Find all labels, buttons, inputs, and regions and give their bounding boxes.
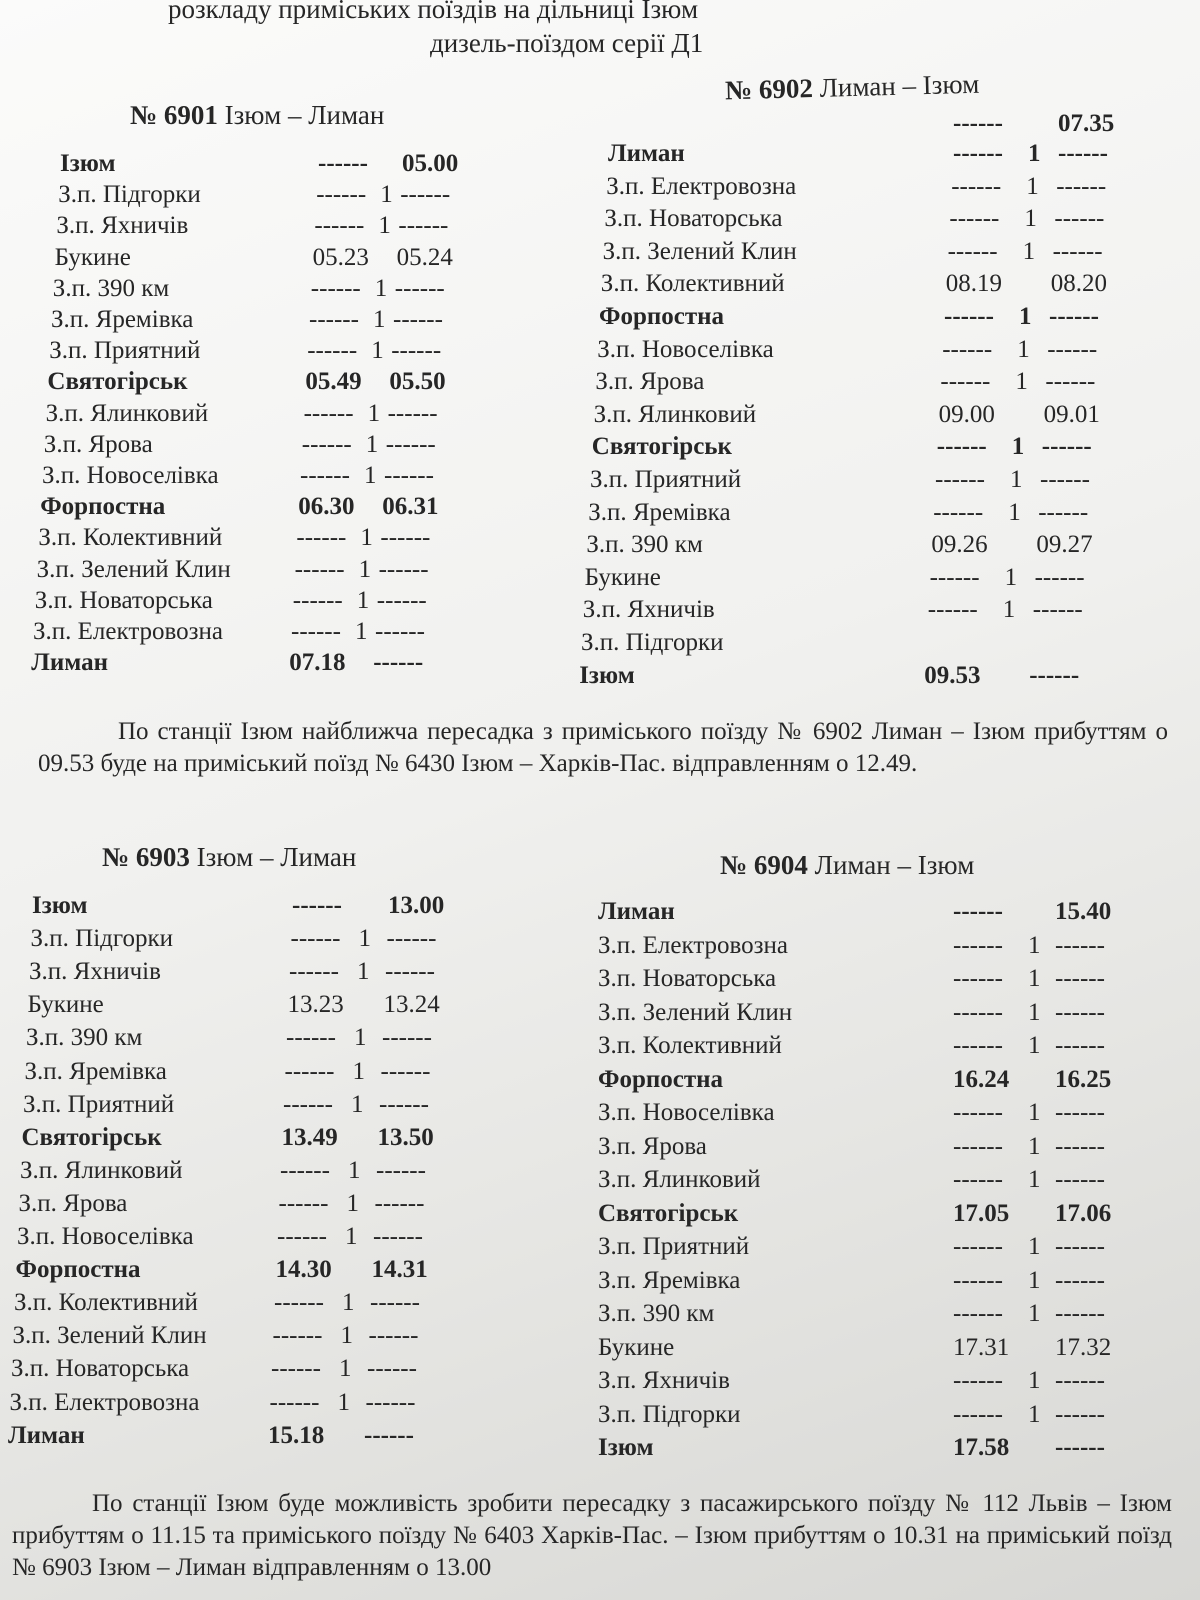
time-cell: 17.31 [953, 1333, 1010, 1361]
time-cell: ------ [314, 212, 365, 240]
time-cell: 05.49 [305, 368, 362, 396]
station-name: Букине [584, 563, 661, 591]
station-name: З.п. Ялинковий [593, 400, 757, 428]
time-cell: 07.18 [289, 649, 346, 677]
station-name: З.п. Новаторська [11, 1355, 190, 1383]
stop-duration: 1 [360, 524, 373, 552]
time-cell: ------ [374, 1189, 425, 1217]
time-cell: ------ [303, 399, 354, 427]
station-name: З.п. Підгорки [30, 925, 174, 953]
stop-duration: 1 [354, 1024, 367, 1052]
stop-duration: 1 [358, 925, 371, 953]
train-route: Лиман – Ізюм [819, 68, 980, 103]
time-cell: ------ [307, 337, 358, 365]
header-line-2: дизель-поїздом серії Д1 [430, 28, 704, 58]
stop-duration: 1 [355, 618, 368, 645]
time-cell: ------ [290, 925, 341, 953]
station-name: Букине [598, 1333, 675, 1361]
train-route: Ізюм – Лиман [224, 100, 385, 130]
station-name: З.п. Ярова [595, 368, 705, 396]
stop-duration: 1 [346, 1189, 359, 1217]
station-name: З.п. Приятний [23, 1090, 175, 1118]
station-name: Лиман [608, 140, 685, 167]
stop-duration: 1 [1028, 965, 1041, 992]
time-cell: ------ [309, 306, 359, 333]
note-text: По станції Ізюм буде можливість зробити пересадку з пасажирського поїзду № 112 Львів – Ізюм прибуттям о 11.15 та приміського поїзду № 6403 Харків-Пас. – Ізюм прибуттям о 10.31 на приміський поїзд № 6903 Ізюм – Лиман відправленням о 13.00 [12, 1490, 1172, 1581]
stop-duration: 1 [357, 958, 370, 986]
train-route: Ізюм – Лиман [196, 842, 357, 872]
station-name: З.п. 390 км [26, 1024, 143, 1052]
time-cell: ------ [1045, 368, 1096, 396]
train-6904-title [720, 850, 974, 881]
station-name: Ізюм [60, 150, 116, 177]
time-cell: ------ [953, 1132, 1003, 1160]
station-name: З.п. Приятний [49, 337, 201, 365]
time-cell: 09.01 [1043, 400, 1100, 428]
time-cell: ------ [951, 172, 1002, 200]
station-name: З.п. Колективний [14, 1289, 198, 1317]
station-name: З.п. 390 км [586, 531, 703, 559]
station-name: З.п. 390 км [52, 274, 170, 302]
station-name: Форпостна [15, 1256, 141, 1284]
time-cell: ------ [283, 1090, 333, 1118]
stop-duration: 1 [378, 212, 391, 240]
stop-duration: 1 [345, 1223, 358, 1250]
station-name: З.п. Яремівка [51, 306, 194, 333]
time-cell: 05.24 [396, 243, 453, 271]
station-name: З.п. Новоселівка [597, 335, 774, 363]
time-cell: ------ [400, 181, 451, 209]
station-name: З.п. Ялинковий [20, 1156, 183, 1184]
stop-duration: 1 [1028, 1032, 1041, 1059]
time-cell: ------ [953, 898, 1003, 925]
time-cell: ------ [1054, 205, 1105, 233]
time-cell: ------ [1055, 965, 1105, 992]
time-cell: ------ [1055, 1032, 1105, 1059]
stop-duration: 1 [358, 555, 372, 583]
time-cell: ------ [269, 1388, 320, 1416]
station-name: З.п. Ялинковий [598, 1166, 761, 1193]
time-cell: 08.19 [945, 270, 1003, 298]
time-cell: ------ [953, 1400, 1003, 1428]
time-cell: ------ [387, 399, 438, 427]
transfer-note-1 [38, 716, 1168, 780]
station-name: З.п. Яхничів [598, 1367, 730, 1394]
train-number: № 6901 [130, 100, 218, 130]
train-number: № 6903 [102, 842, 190, 872]
stop-duration: 1 [374, 274, 388, 302]
station-name: З.п. Електровозна [598, 931, 789, 959]
time-cell: ------ [292, 892, 342, 919]
time-cell: ------ [1055, 998, 1105, 1026]
time-cell: ------ [1055, 1233, 1105, 1260]
time-cell: ------ [376, 586, 427, 614]
station-name: З.п. Новаторська [604, 205, 783, 233]
time-cell: 05.50 [389, 368, 446, 396]
time-cell: ------ [367, 1355, 417, 1383]
time-cell: 16.24 [953, 1065, 1010, 1093]
time-cell: ------ [1055, 1300, 1105, 1327]
transfer-note-2 [12, 1488, 1172, 1584]
stop-duration: 1 [1022, 237, 1036, 265]
time-cell: ------ [1052, 237, 1103, 265]
time-cell: ------ [933, 498, 984, 526]
time-cell: 06.31 [382, 493, 439, 521]
time-cell: ------ [1055, 1132, 1105, 1160]
stop-duration: 1 [364, 462, 377, 489]
time-cell: 15.40 [1055, 898, 1112, 925]
time-cell: ------ [1058, 140, 1108, 167]
time-cell: 13.24 [383, 991, 440, 1019]
stop-duration: 1 [373, 306, 386, 333]
time-cell: 09.53 [924, 661, 981, 689]
station-name: З.п. Новоселівка [598, 1099, 775, 1126]
time-cell: ------ [1055, 1099, 1105, 1126]
time-cell: ------ [380, 524, 431, 552]
station-name: Святогірськ [21, 1123, 162, 1151]
time-cell: ------ [953, 1300, 1003, 1327]
time-cell: ------ [953, 1166, 1003, 1193]
stop-duration: 1 [337, 1388, 350, 1416]
time-cell: ------ [394, 274, 445, 302]
station-name: Ізюм [598, 1434, 654, 1461]
time-cell: ------ [294, 555, 345, 583]
stop-duration: 1 [342, 1289, 355, 1317]
stop-duration: 1 [380, 181, 393, 209]
station-name: З.п. Колективний [38, 524, 223, 552]
stop-duration: 1 [1002, 596, 1016, 624]
time-cell: ------ [379, 1090, 429, 1118]
stop-duration: 1 [1004, 563, 1018, 591]
station-name: З.п. Ярова [43, 430, 153, 458]
time-cell: ------ [953, 1032, 1003, 1059]
time-cell: ------ [291, 618, 341, 645]
time-cell: ------ [953, 931, 1003, 959]
time-cell: ------ [940, 368, 991, 396]
time-cell: ------ [370, 1289, 420, 1317]
station-name: З.п. Новоселівка [42, 462, 219, 489]
time-cell: ------ [289, 958, 339, 986]
time-cell: ------ [927, 596, 978, 624]
time-cell: ------ [292, 586, 343, 614]
time-cell: ------ [318, 150, 368, 177]
time-cell: ------ [386, 925, 437, 953]
station-name: З.п. 390 км [598, 1300, 715, 1327]
time-cell: 07.35 [1058, 110, 1115, 137]
time-cell: ------ [271, 1355, 321, 1383]
stop-duration: 1 [1015, 368, 1028, 396]
station-name: З.п. Яхничів [582, 596, 715, 624]
time-cell: ------ [1041, 433, 1092, 461]
stop-duration: 1 [1010, 466, 1023, 493]
stop-duration: 1 [1028, 1233, 1041, 1260]
time-cell: ------ [949, 205, 1000, 233]
stop-duration: 1 [1028, 998, 1041, 1026]
train-route: Лиман – Ізюм [814, 850, 975, 880]
station-name: Ізюм [579, 661, 635, 689]
time-cell: ------ [1034, 563, 1085, 591]
time-cell: 16.25 [1055, 1065, 1112, 1093]
time-cell: ------ [398, 212, 449, 240]
time-cell: ------ [953, 110, 1003, 137]
time-cell: ------ [286, 1024, 336, 1052]
time-cell: 17.06 [1055, 1199, 1112, 1227]
stop-duration: 1 [1028, 1266, 1041, 1294]
train-6902-title [725, 69, 980, 107]
station-name: З.п. Підгорки [58, 181, 201, 209]
stop-duration: 1 [1017, 335, 1030, 363]
station-name: Святогірськ [598, 1199, 739, 1227]
time-cell: ------ [1047, 335, 1098, 363]
time-cell: 17.32 [1055, 1333, 1112, 1361]
station-name: З.п. Яремівка [598, 1266, 741, 1294]
time-cell: ------ [316, 181, 367, 209]
train-number: № 6902 [724, 73, 814, 106]
time-cell: 13.00 [388, 892, 445, 919]
time-cell: ------ [300, 462, 350, 489]
time-cell: 14.31 [371, 1256, 428, 1284]
time-cell: ------ [373, 649, 424, 677]
time-cell: ------ [944, 303, 994, 330]
time-cell: ------ [1055, 1266, 1105, 1294]
station-name: Форпостна [598, 1065, 724, 1093]
station-name: З.п. Яремівка [588, 498, 731, 526]
station-name: З.п. Новаторська [598, 965, 777, 992]
station-name: З.п. Яхничів [56, 212, 189, 240]
time-cell: ------ [380, 1057, 431, 1085]
time-cell: ------ [953, 1233, 1003, 1260]
station-name: З.п. Яхничів [29, 958, 161, 986]
stop-duration: 1 [1028, 1367, 1041, 1394]
time-cell: ------ [393, 306, 443, 333]
stop-duration: 1 [352, 1057, 365, 1085]
stop-duration: 1 [1024, 205, 1037, 233]
stop-duration: 1 [367, 399, 381, 427]
time-cell: ------ [1038, 498, 1089, 526]
station-name: Форпостна [599, 303, 725, 330]
station-name: З.п. Приятний [590, 466, 742, 493]
time-cell: ------ [953, 965, 1003, 992]
stop-duration: 1 [1026, 172, 1039, 200]
time-cell: 17.58 [953, 1434, 1010, 1461]
station-name: З.п. Електровозна [9, 1388, 200, 1416]
time-cell: 13.50 [377, 1123, 434, 1151]
train-6901-title [130, 100, 384, 131]
time-cell: ------ [1040, 466, 1090, 493]
station-name: З.п. Яремівка [24, 1057, 167, 1085]
time-cell: ------ [953, 140, 1003, 167]
time-cell: ------ [391, 337, 442, 365]
stop-duration: 1 [356, 586, 370, 614]
station-name: З.п. Ярова [598, 1132, 707, 1160]
time-cell: ------ [301, 430, 352, 458]
time-cell: ------ [385, 430, 436, 458]
station-name: Форпостна [40, 493, 166, 521]
time-cell: ------ [310, 274, 361, 302]
time-cell: ------ [1055, 1434, 1105, 1461]
time-cell: 06.30 [298, 493, 355, 521]
time-cell: ------ [936, 433, 987, 461]
stop-duration: 1 [1028, 140, 1041, 167]
train-number: № 6904 [720, 850, 808, 880]
time-cell: ------ [942, 335, 993, 363]
time-cell: ------ [953, 1099, 1003, 1126]
time-cell: ------ [376, 1156, 426, 1184]
stop-duration: 1 [339, 1355, 352, 1383]
station-name: Святогірськ [47, 368, 188, 396]
station-name: З.п. Зелений Клин [602, 237, 797, 265]
time-cell: 08.20 [1050, 270, 1108, 298]
time-cell: ------ [1049, 303, 1099, 330]
station-name: З.п. Приятний [598, 1233, 750, 1260]
time-cell: ------ [382, 1024, 432, 1052]
time-cell: ------ [1055, 931, 1105, 959]
stop-duration: 1 [351, 1090, 364, 1118]
time-cell: 17.05 [953, 1199, 1010, 1227]
stop-duration: 1 [1019, 303, 1032, 330]
station-name: З.п. Зелений Клин [36, 555, 231, 583]
time-cell: ------ [385, 958, 435, 986]
time-cell: ------ [1055, 1400, 1105, 1428]
station-name: З.п. Електровозна [606, 172, 797, 200]
stop-duration: 1 [1028, 1300, 1041, 1327]
station-name: Букине [54, 243, 131, 271]
station-name: З.п. Підгорки [598, 1400, 741, 1428]
stop-duration: 1 [365, 430, 379, 458]
time-cell: ------ [953, 998, 1003, 1026]
stop-duration: 1 [340, 1322, 353, 1350]
time-cell: 15.18 [268, 1421, 325, 1449]
stop-duration: 1 [1028, 1166, 1041, 1193]
station-name: З.п. Ярова [18, 1189, 128, 1217]
station-name: Букине [27, 991, 104, 1019]
time-cell: ------ [929, 563, 980, 591]
time-cell: ------ [272, 1322, 323, 1350]
station-name: Ізюм [32, 892, 88, 919]
note-text: По станції Ізюм найближча пересадка з приміського поїзду № 6902 Лиман – Ізюм прибуттям о 09.53 буде на приміський поїзд № 6430 Ізюм – Харків-Пас. відправленням о 12.49. [38, 718, 1168, 777]
station-name: Лиман [598, 898, 675, 925]
time-cell: 09.26 [931, 531, 988, 559]
time-cell: 13.49 [281, 1123, 338, 1151]
stop-duration: 1 [1008, 498, 1021, 526]
time-cell: ------ [953, 1367, 1003, 1394]
time-cell: ------ [935, 466, 985, 493]
stop-duration: 1 [1028, 931, 1041, 959]
station-name: Лиман [31, 649, 108, 677]
time-cell: 13.23 [287, 991, 344, 1019]
time-cell: ------ [1055, 1166, 1105, 1193]
station-name: З.п. Новоселівка [17, 1223, 194, 1250]
time-cell: 05.00 [402, 150, 459, 177]
time-cell: ------ [1056, 172, 1107, 200]
stop-duration: 1 [1028, 1099, 1041, 1126]
stop-duration: 1 [371, 337, 384, 365]
time-cell: ------ [953, 1266, 1003, 1294]
time-cell: ------ [280, 1156, 330, 1184]
time-cell: ------ [365, 1388, 416, 1416]
station-name: З.п. Ялинковий [45, 399, 209, 427]
stop-duration: 1 [1028, 1400, 1041, 1428]
time-cell: ------ [384, 462, 434, 489]
time-cell: ------ [375, 618, 425, 645]
station-name: З.п. Зелений Клин [598, 998, 793, 1026]
time-cell: 09.27 [1036, 531, 1093, 559]
time-cell: 14.30 [275, 1256, 332, 1284]
time-cell: ------ [1055, 1367, 1105, 1394]
time-cell: ------ [284, 1057, 335, 1085]
station-name: З.п. Новаторська [34, 586, 213, 614]
time-cell: ------ [368, 1322, 419, 1350]
time-cell: 05.23 [312, 243, 369, 271]
station-name: З.п. Електровозна [33, 618, 224, 645]
time-cell: ------ [373, 1223, 423, 1250]
time-cell: ------ [1029, 661, 1080, 689]
station-name: З.п. Колективний [600, 270, 785, 298]
station-name: З.п. Колективний [598, 1032, 782, 1059]
time-cell: ------ [364, 1421, 414, 1449]
station-name: З.п. Підгорки [581, 629, 724, 656]
station-name: З.п. Зелений Клин [12, 1322, 207, 1350]
station-name: Лиман [8, 1421, 85, 1449]
time-cell: ------ [274, 1289, 324, 1317]
train-6903-title [102, 842, 356, 873]
time-cell: ------ [296, 524, 347, 552]
time-cell: ------ [277, 1223, 327, 1250]
stop-duration: 1 [1011, 433, 1025, 461]
time-cell: 09.00 [938, 400, 995, 428]
stop-duration: 1 [348, 1156, 361, 1184]
time-cell: ------ [278, 1189, 329, 1217]
time-cell: ------ [378, 555, 429, 583]
header-line-1: розкладу приміських поїздів на дільниці Ізюм [168, 0, 699, 24]
time-cell: ------ [1032, 596, 1083, 624]
time-cell: ------ [947, 237, 998, 265]
station-name: Святогірськ [591, 433, 732, 461]
stop-duration: 1 [1028, 1132, 1041, 1160]
